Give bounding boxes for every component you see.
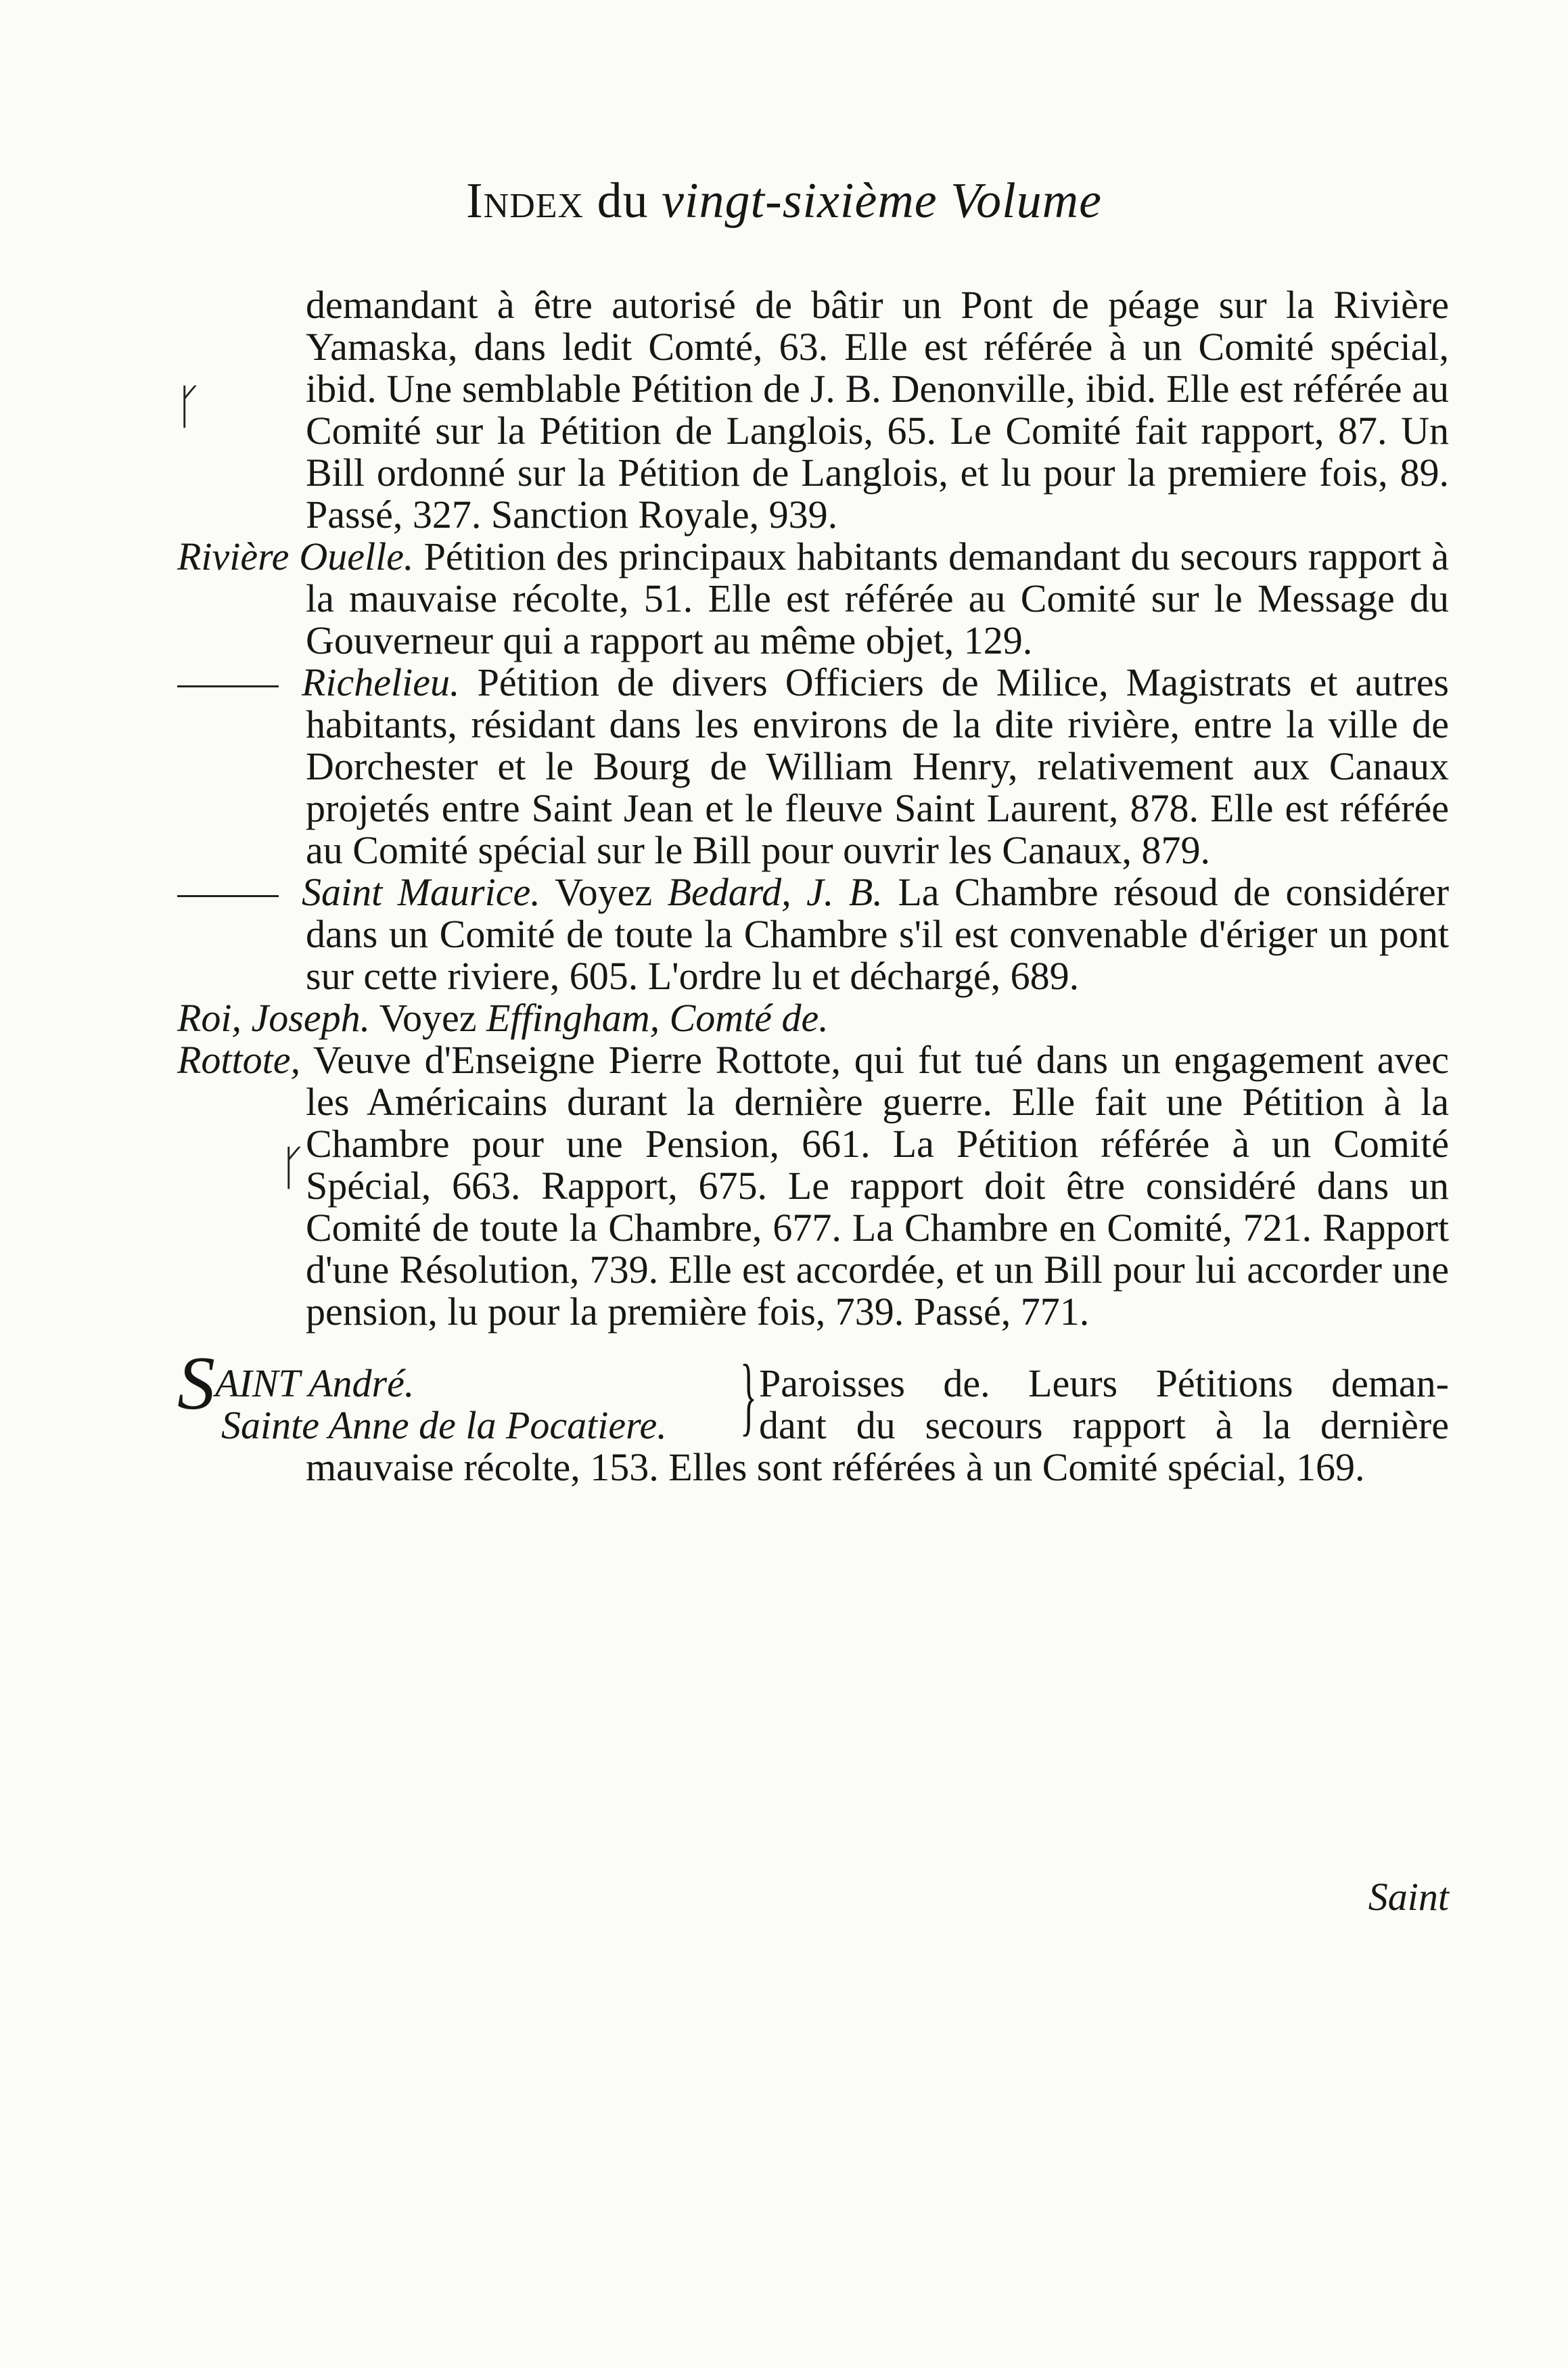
section-initial: S <box>177 1342 215 1426</box>
entry-text: dant du secours rapport à la dernière <box>759 1403 1449 1447</box>
entry-cross-ref: Effingham, Comté de. <box>486 996 829 1040</box>
entry-heading: Sainte Anne de la Pocatiere. <box>221 1403 667 1447</box>
index-entry-richelieu <box>177 662 1449 871</box>
margin-annotation-icon: ᚴ <box>175 379 203 434</box>
entry-cross-ref: Bedard, J. B. <box>667 870 883 914</box>
entry-heading: Rottote, <box>177 1038 301 1082</box>
entry-heading: Saint Maurice. <box>302 870 540 914</box>
brace-icon: } <box>740 1347 757 1444</box>
margin-annotation-icon: ᚴ <box>279 1140 307 1196</box>
saint-parish-names <box>177 1342 732 1447</box>
entry-text: Pétition de divers Officiers de Milice, Magistrats et autres habitants, résidant dans les environs de la dite rivière, entre la ville de Dorchester et le Bourg de William Henry, relativement aux Canaux projetés entre Saint Jean et le fleuve Saint Laurent, 878. Elle est référée au Comité spécial sur le Bill pour ouvrir les Canaux, 879. <box>306 660 1450 872</box>
index-entry-riviere-ouelle <box>177 536 1449 662</box>
entry-voyez: Voyez <box>555 870 653 914</box>
page-header <box>0 173 1568 230</box>
saint-text-right <box>759 1363 1449 1447</box>
index-entry-saint-andre <box>177 1342 1449 1489</box>
header-du: du <box>597 173 649 229</box>
index-entry-continuation <box>177 284 1449 536</box>
entry-text: demandant à être autorisé de bâtir un Pont de péage sur la Rivière Yamaska, dans ledit Comté, 63. Elle est référée à un Comité spécial, ibid. Une semblable Pétition de J. B. Denonville, ibid. Elle est référée au Comité sur la Pétition de Langlois, 65. Le Comité fait rapport, 87. Un Bill ordonné sur la Pétition de Langlois, et lu pour la premiere fois, 89. Passé, 327. Sanction Royale, 939. <box>306 283 1449 537</box>
entry-text: La Chambre résoud de considérer dans un Comité de toute la Chambre s'il est convenable d'ériger un pont sur cette riviere, 605. L'ordre lu et déchargé, 689. <box>306 870 1450 998</box>
entry-text: Paroisses de. Leurs Pétitions deman- <box>759 1361 1449 1405</box>
entry-text: Veuve d'Enseigne Pierre Rottote, qui fut tué dans un engagement avec les Américains durant la dernière guerre. Elle fait une Pétition à la Chambre pour une Pension, 661. La Pétition référée à un Comité Spécial, 663. Rapport, 675. Le rapport doit être considéré dans un Comité de toute la Chambre, 677. La Chambre en Comité, 721. Rapport d'une Résolution, 739. Elle est accordée, et un Bill pour lui accorder une pension, lu pour la première fois, 739. Passé, 771. <box>306 1038 1450 1334</box>
index-entry-saint-maurice <box>177 871 1449 997</box>
entry-voyez: Voyez <box>379 996 477 1040</box>
entry-text: Pétition des principaux habitants demandant du secours rapport à la mauvaise récolte, 51. Elle est référée au Comité sur le Message du Gouverneur qui a rapport au même objet, 129. <box>306 534 1449 662</box>
entry-heading: Roi, Joseph. <box>177 996 371 1040</box>
entry-heading: AINT André. <box>215 1361 415 1405</box>
catchword: Saint <box>1368 1875 1449 1919</box>
index-entry-roi-joseph <box>177 997 1449 1039</box>
ditto-dash <box>177 685 279 687</box>
entry-heading: Richelieu. <box>302 660 460 704</box>
ditto-dash <box>177 895 279 897</box>
index-body <box>177 284 1449 1488</box>
header-volume: vingt-sixième Volume <box>662 173 1102 229</box>
entry-text: mauvaise récolte, 153. Elles sont référées à un Comité spécial, 169. <box>306 1445 1365 1489</box>
entry-heading: Rivière Ouelle. <box>177 534 414 578</box>
header-index-word: Index <box>466 173 584 229</box>
index-entry-rottote <box>177 1039 1449 1333</box>
